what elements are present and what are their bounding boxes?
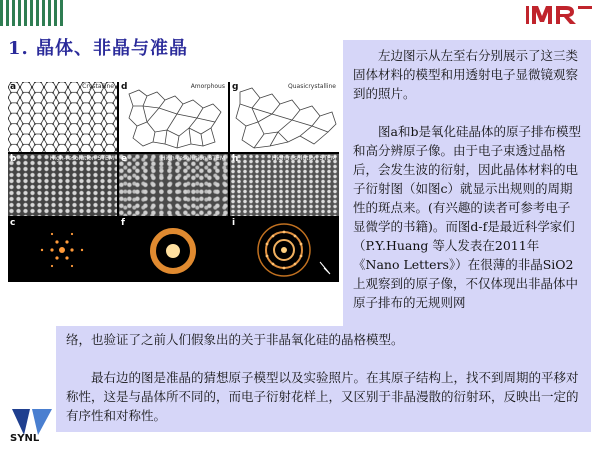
panel-title: High-resolution STEM bbox=[160, 155, 225, 162]
paragraph-intro: 左边图示从左至右分别展示了这三类固体材料的模型和用透射电子显微镜观察到的照片。 bbox=[353, 48, 579, 101]
panel-title: High-resolution STEM bbox=[271, 155, 336, 162]
panel-quasicrystal-stem bbox=[230, 154, 339, 216]
panel-label: a bbox=[10, 82, 17, 92]
panel-label: g bbox=[232, 82, 239, 92]
panel-crystalline-model bbox=[8, 82, 117, 152]
panel-quasicrystal-model bbox=[230, 82, 339, 152]
panel-amorphous-stem bbox=[119, 154, 228, 216]
panel-label: i bbox=[232, 218, 236, 228]
panel-amorphous-diffraction bbox=[119, 218, 228, 282]
panel-label: d bbox=[121, 82, 128, 92]
paragraph-quasicrystal: 最右边的图是准晶的猜想原子模型以及实验照片。在其原子结构上，找不到周期的平移对称性，这是与晶体所不同的，而电子衍射花样上，又区别于非晶漫散的衍射环，反映出一定的有序性和对称性。 bbox=[66, 370, 579, 423]
synl-brand-text: SYNL bbox=[10, 433, 40, 444]
panel-title: Crystalline bbox=[82, 83, 114, 90]
random-network-graphic bbox=[119, 82, 228, 152]
panel-label: c bbox=[10, 218, 16, 228]
panel-label: b bbox=[10, 154, 17, 164]
panel-title: High-resolution STEM bbox=[49, 155, 114, 162]
tenfold-pattern-graphic bbox=[230, 218, 339, 282]
imr-logo bbox=[524, 2, 594, 28]
figure-panels bbox=[8, 82, 339, 282]
panel-title: Quasicrystalline bbox=[288, 83, 336, 90]
panel-amorphous-model bbox=[119, 82, 228, 152]
spot-pattern-graphic bbox=[8, 218, 117, 282]
paragraph-crystal-amorphous: 图a和b是氧化硅晶体的原子排布模型和高分辨原子像。由于电子束透过晶格后，会发生波的衍射，因此晶体材料的电子衍射图（如图c）就显示出规则的周期性的斑点来。(有兴趣的读者可参考电子显微学的书籍)。而图d-f是最近科学家们（P.Y.Huang 等人发表在2011年《Nano Letters》）在很薄的非晶SiO2上观察到的原子像，不仅体现出非晶体中原子排布的无规则网 bbox=[353, 124, 581, 310]
paragraph-continuation: 络，也验证了之前人们假象出的关于非晶氧化硅的晶格模型。 bbox=[66, 332, 404, 347]
page-title: 1. 晶体、非晶与准晶 bbox=[8, 38, 189, 59]
panel-quasicrystal-diffraction bbox=[230, 218, 339, 282]
diffuse-ring-graphic bbox=[119, 218, 228, 282]
hex-lattice-graphic bbox=[8, 82, 117, 152]
panel-label: h bbox=[232, 154, 239, 164]
panel-title: Amorphous bbox=[190, 83, 225, 90]
description-box-right bbox=[343, 40, 591, 326]
panel-label: f bbox=[121, 218, 125, 228]
panel-crystalline-diffraction bbox=[8, 218, 117, 282]
panel-crystalline-stem bbox=[8, 154, 117, 216]
header-stripes bbox=[0, 0, 64, 26]
penrose-tiling-graphic bbox=[230, 82, 339, 152]
description-box-bottom bbox=[56, 326, 591, 432]
panel-label: e bbox=[121, 154, 128, 164]
